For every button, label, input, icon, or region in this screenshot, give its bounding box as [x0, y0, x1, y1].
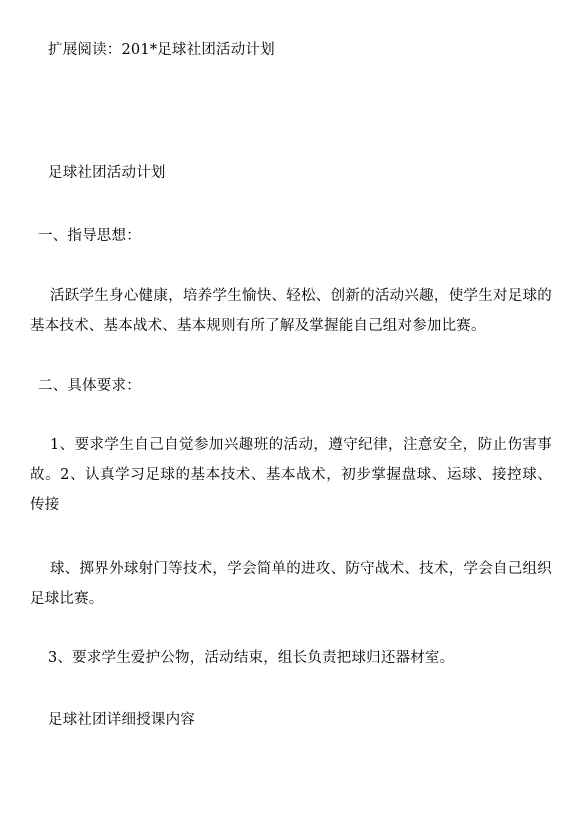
section-2-item-1: 1、要求学生自己自觉参加兴趣班的活动，遵守纪律，注意安全，防止伤害事故。2、认真学习足球的基本技术、基本战术，初步掌握盘球、运球、接控球、传接	[30, 437, 552, 513]
subtitle-lesson-content: 足球社团详细授课内容	[48, 712, 195, 728]
section-2-item-1-continued: 球、掷界外球射门等技术，学会简单的进攻、防守战术、技术，学会自己组织足球比赛。	[30, 561, 552, 607]
section-2-heading: 二、具体要求：	[38, 378, 141, 394]
section-1-heading: 一、指导思想：	[38, 228, 141, 244]
header-line: 扩展阅读：201*足球社团活动计划	[48, 42, 275, 58]
section-2-item-3: 3、要求学生爱护公物，活动结束，组长负责把球归还器材室。	[48, 650, 455, 666]
section-1-body: 活跃学生身心健康，培养学生愉快、轻松、创新的活动兴趣，使学生对足球的基本技术、基本战术、基本规则有所了解及掌握能自己组对参加比赛。	[30, 288, 552, 334]
document-title: 足球社团活动计划	[48, 165, 166, 181]
